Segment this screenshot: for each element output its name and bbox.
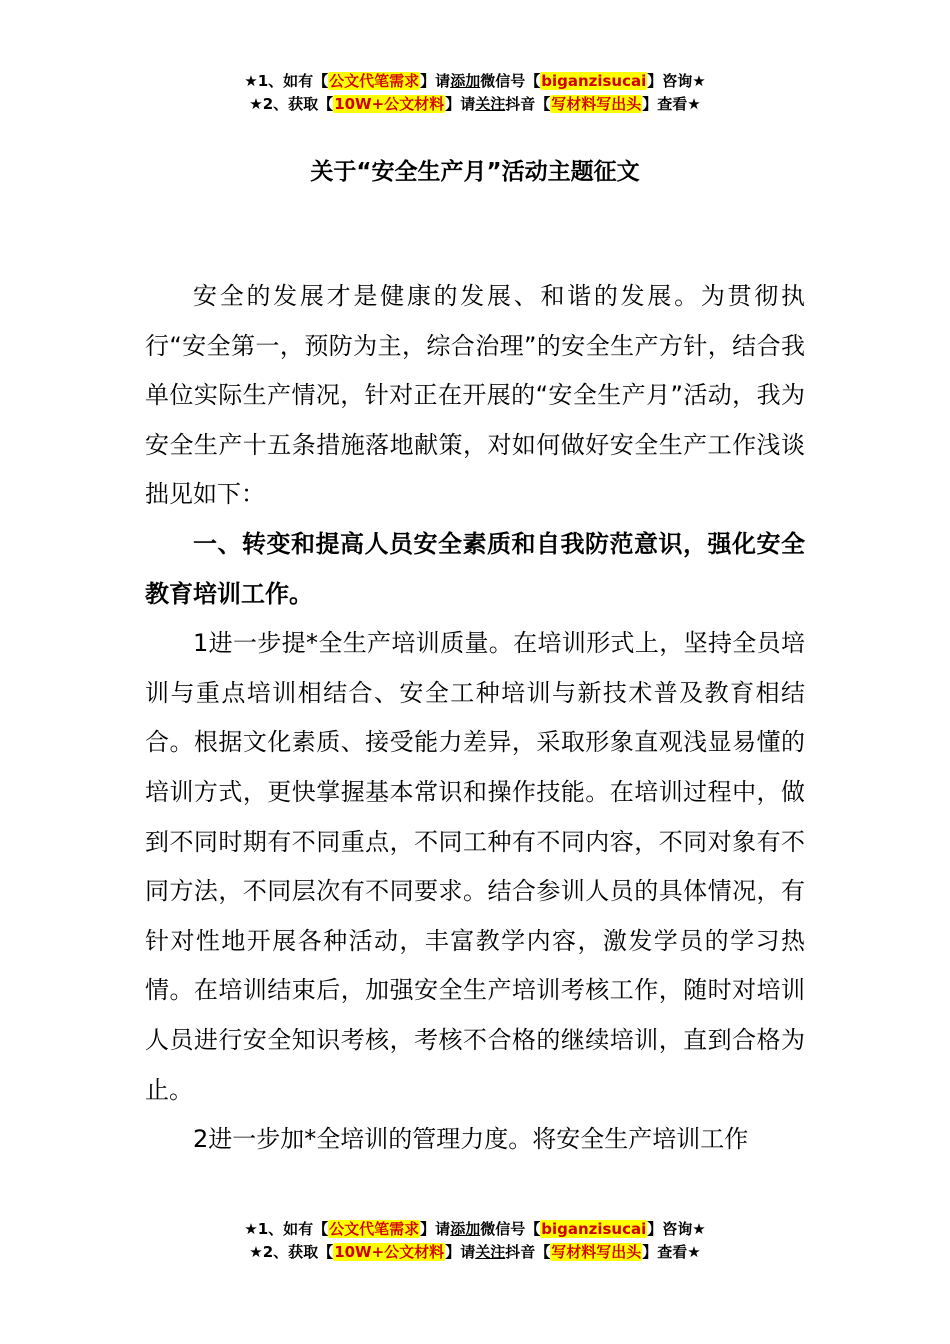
document-body — [145, 272, 805, 1165]
banner-line-2: ★2、获取【10W+公文材料】请关注抖音【写材料写出头】查看★ — [249, 1243, 701, 1261]
section-heading: 一、转变和提高人员安全素质和自我防范意识，强化安全教育培训工作。 — [145, 529, 805, 608]
header-banner — [0, 70, 950, 116]
banner-line-2: ★2、获取【10W+公文材料】请关注抖音【写材料写出头】查看★ — [249, 95, 701, 113]
highlight-tag: 公文代笔需求 — [329, 1220, 420, 1238]
paragraph-item-2: 2进一步加*全培训的管理力度。将安全生产培训工作 — [193, 1125, 749, 1154]
footer-banner — [0, 1218, 950, 1264]
banner-line-1: ★1、如有【公文代笔需求】请添加微信号【biganzisucai】咨询★ — [244, 72, 706, 90]
highlight-tag: 公文代笔需求 — [329, 72, 420, 90]
paragraph-item-1: 1进一步提*全生产培训质量。在培训形式上，坚持全员培训与重点培训相结合、安全工种培训与新技术普及教育相结合。根据文化素质、接受能力差异，采取形象直观浅显易懂的培训方式，更快掌握基本常识和操作技能。在培训过程中，做到不同时期有不同重点，不同工种有不同内容，不同对象有不同方法，不同层次有不同要求。结合参训人员的具体情况，有针对性地开展各种活动，丰富教学内容，激发学员的学习热情。在培训结束后，加强安全生产培训考核工作，随时对培训人员进行安全知识考核，考核不合格的继续培训，直到合格为止。 — [145, 629, 805, 1104]
highlight-tag: biganzisucai — [541, 1220, 647, 1238]
paragraph-intro: 安全的发展才是健康的发展、和谐的发展。为贯彻执行“安全第一，预防为主，综合治理”的安全生产方针，结合我单位实际生产情况，针对正在开展的“安全生产月”活动，我为安全生产十五条措施落地献策，对如何做好安全生产工作浅谈拙见如下： — [145, 282, 805, 509]
highlight-tag: 写材料写出头 — [551, 1243, 642, 1261]
highlight-tag: 写材料写出头 — [551, 95, 642, 113]
highlight-tag: 10W+公文材料 — [334, 1243, 445, 1261]
highlight-tag: 10W+公文材料 — [334, 95, 445, 113]
banner-line-1: ★1、如有【公文代笔需求】请添加微信号【biganzisucai】咨询★ — [244, 1220, 706, 1238]
page-title: 关于“安全生产月”活动主题征文 — [310, 159, 640, 185]
highlight-tag: biganzisucai — [541, 72, 647, 90]
